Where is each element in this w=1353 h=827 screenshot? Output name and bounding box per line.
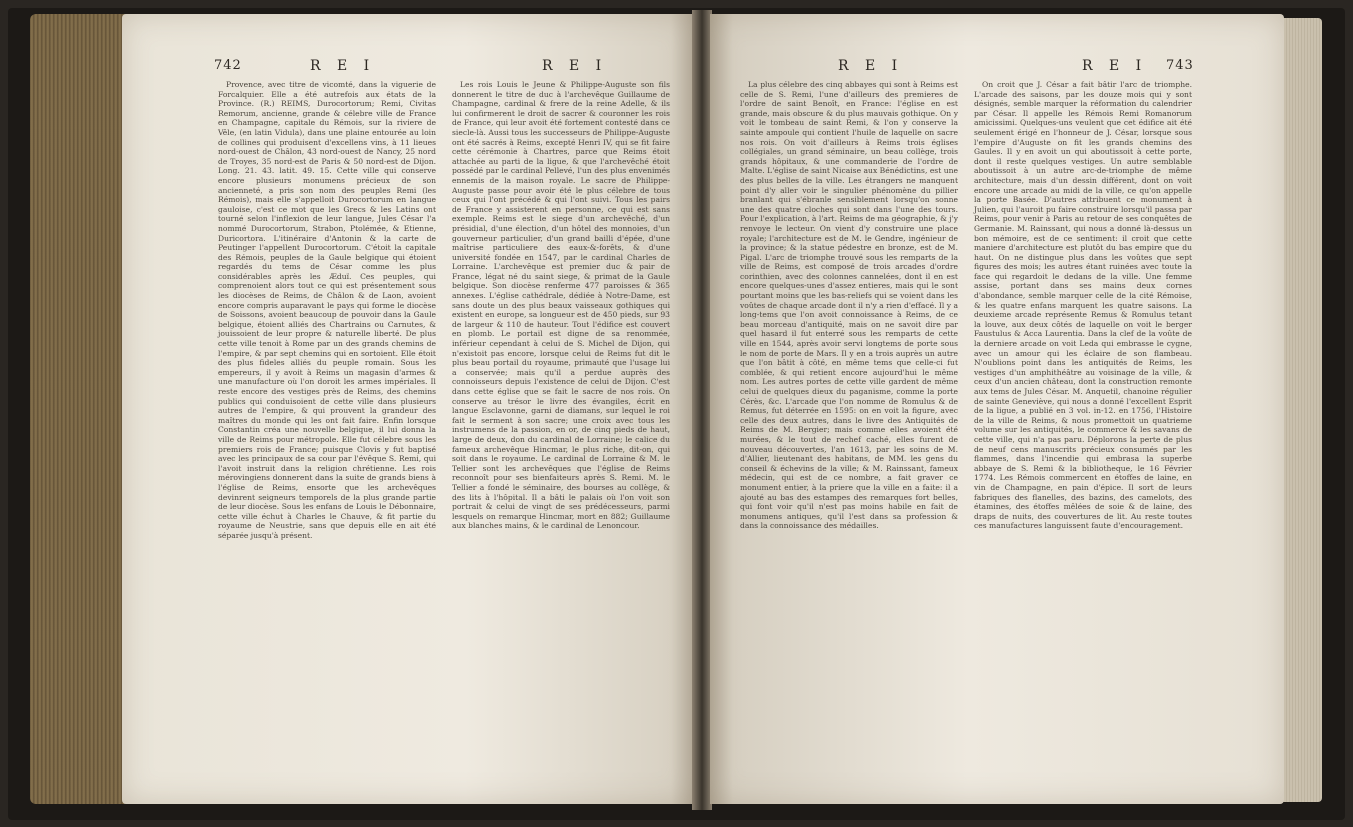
- text-column-2: [452, 80, 670, 780]
- text-column-1: [218, 80, 436, 780]
- column-text: La plus célebre des cinq abbayes qui sont à Reims est celle de S. Remi, l'une d'ailleurs des premieres de l'ordre de saint Benoît, en France: l'église en est grande, mais obscure & du plus mauvais gothique. On y voit le tombeau de saint Remi, & l'on y conserve la sainte ampoule qui contient l'huile de laquelle on sacre nos rois. On voit d'ailleurs à Reims trois églises collégiales, un grand séminaire, un beau collège, trois grands hôpitaux, & une commanderie de l'ordre de Malte. L'église de saint Nicaise aux Bénédictins, est une des plus belles de la ville. Les étrangers ne manquent point d'y aller voir le singulier phénomène du pillier branlant qui s'ébranle sensiblement lorsqu'on sonne une des quatre cloches qui sont dans l'une des tours. Pour l'explication, à l'art. Reims de ma géographie, & j'y renvoye le lecteur. On vient d'y construire une place royale; l'architecture est de M. le Gendre, ingénieur de la province; & la statue pédestre en bronze, est de M. Pigal. L'arc de triomphe trouvé sous les remparts de la ville de Reims, est composé de trois arcades d'ordre corinthien, avec des colonnes cannelées, dont il en est encore quelques-unes d'assez entieres, mais qui le sont pourtant moins que les bas-reliefs qui se voient dans les voûtes de chaque arcade dont il n'y a rien d'effacé. Il y a long-tems que l'on avoit connoissance à Reims, de ce beau morceau d'antiquité, mais on ne savoit dire par quel hasard il fut enterré sous les remparts de cette ville en 1544, après avoir servi longtems de porte sous le nom de porte de Mars. Il y en a trois auprès un autre que l'on bâtit à côté, en même tems que celle-ci fut comblée, & qui retient encore aujourd'hui le même nom. Les autres portes de cette ville gardent de même celui de quelques dieux du paganisme, comme la porte Cérès, &c. L'arcade que l'on nomme de Romulus & de Remus, fut déterrée en 1595: on en voit la figure, avec celle des deux autres, dans le livre des Antiquités de Reims de M. Bergier; mais comme elles avoient été murées, & le tout de rechef caché, elles furent de nouveau découvertes, l'an 1613, par les soins de M. d'Allier, lieutenant des habitans, de MM. les gens du conseil & échevins de la ville; & M. Rainssant, fameux médecin, qui est de ce nombre, a fait graver ce monument entier, à la priere que la ville en a faite: il a ajouté au bas des estampes des remarques fort belles, qui font voir qu'il n'est pas moins habile en fait de monumens antiques, qu'il l'est dans sa profession & dans la connoissance des médailles.: [740, 80, 958, 531]
- page-number: 743: [1166, 58, 1194, 73]
- running-head: R E I: [838, 58, 904, 74]
- running-head: R E I: [1082, 58, 1148, 74]
- page-number: 742: [214, 58, 242, 73]
- column-text: Les rois Louis le Jeune & Philippe-Auguste son fils donnerent le titre de duc à l'archevêque Guillaume de Champagne, cardinal & frere de la reine Adelle, & ils lui confirmerent le droit de sacrer & couronner les rois de France, qui leur avoit été fortement contesté dans ce siecle-là. Aussi tous les successeurs de Philippe-Auguste ont été sacrés à Reims, excepté Henri IV, qui se fit faire cette cérémonie à Chartres, parce que Reims étoit attachée au parti de la ligue, & que l'archevêché étoit possédé par le cardinal Pellevé, l'un des plus envenimés ennemis de la maison royale. Le sacre de Philippe-Auguste passe pour avoir été le plus célebre de tous ceux qui l'ont précédé & qui l'ont suivi. Tous les pairs de France y assisterent en personne, ce qui est sans exemple. Reims est le siege d'un archevêché, d'un présidial, d'une élection, d'un hôtel des monnoies, d'un gouverneur particulier, d'un grand bailli d'épée, d'une maîtrise particuliere des eaux-&-forêts, & d'une université fondée en 1547, par le cardinal Charles de Lorraine. L'archevêque est premier duc & pair de France, légat né du saint siege, & primat de la Gaule belgique. Son diocèse renferme 477 paroisses & 365 annexes. L'église cathédrale, dédiée à Notre-Dame, est sans doute un des plus beaux vaisseaux gothiques qui existent en europe, sa longueur est de 450 pieds, sur 93 de largeur & 110 de hauteur. Tout l'édifice est couvert en plomb. Le portail est digne de sa renommée, inférieur cependant à celui de S. Michel de Dijon, qui n'existoit pas encore, lorsque celui de Reims fut dit le plus beau portail du royaume, primauté que l'usage lui a conservée; mais qu'il a perdue auprès des connoisseurs depuis l'existence de celui de Dijon. C'est dans cette église que se fait le sacre de nos rois. On conserve au trésor le livre des évangiles, écrit en langue Esclavonne, garni de diamans, sur lequel le roi fait le serment à son sacre; une croix avec tous les instrumens de la passion, en or, de cinq pieds de haut, large de deux, don du cardinal de Lorraine; le calice du fameux archevêque Hincmar, le plus riche, dit-on, qui soit dans le royaume. Le cardinal de Lorraine & M. le Tellier sont les archevêques que l'église de Reims reconnoît pour ses bienfaiteurs après S. Remi. M. le Tellier a fondé le séminaire, des bourses au collège, & des lits à l'hôpital. Il a bâti le palais où l'on voit son portrait & celui de vingt de ses prédécesseurs, parmi lesquels on remarque Hincmar, mort en 882; Guillaume aux blanches mains, & le cardinal de Lenoncour.: [452, 80, 670, 531]
- right-page: [710, 14, 1284, 804]
- page-edges-left: [30, 14, 126, 804]
- column-text: Provence, avec titre de vicomté, dans la viguerie de Forcalquier. Elle a été autrefois aux états de la Province. (R.) REIMS, Durocortorum; Remi, Civitas Remorum, ancienne, grande & célebre ville de France en Champagne, capitale du Rémois, sur la riviere de Vêle, (en latin Vidula), dans une plaine entourée au loin de collines qui produisent d'excellens vins, à 11 lieues nord-ouest de Châlon, 43 nord-ouest de Nancy, 25 nord de Troyes, 35 nord-est de Paris & 50 nord-est de Dijon. Long. 21. 43. latit. 49. 15. Cette ville qui conserve encore plusieurs monumens précieux de son ancienneté, a pris son nom des peuples Remi (les Rémois), mais elle s'appelloit Durocortorum en langue gauloise, c'est ce mot que les Grecs & les Latins ont tourné selon l'inflexion de leur langue, Jules César l'a nommé Durocortorum, Strabon, Ptolémée, & Etienne, Duricortora. L'itinéraire d'Antonin & la carte de Peutinger l'appellent Durocortorum. C'étoit la capitale des Rémois, peuples de la Gaule belgique qui étoient regardés du tems de César comme les plus considérables après les Æduï. Ces peuples, qui comprenoient alors tout ce qui est présentement sous les diocèses de Reims, de Châlon & de Laon, avoient encore compris auparavant le pays qui forme le diocèse de Soissons, avoient beaucoup de pouvoir dans la Gaule belgique, étoient alliés des Chartrains ou Carnutes, & jouissoient de leur propre & naturelle liberté. De plus cette ville tenoit à Rome par un des grands chemins de l'empire, & par sept chemins qui en sortoient. Elle étoit des plus fideles alliés du peuple romain. Sous les empereurs, il y avoit à Reims un magasin d'armes & une manufacture où l'on doroit les armes impériales. Il reste encore des vestiges près de Reims, des chemins publics qui conduisoient de cette ville dans plusieurs autres de l'empire, & qui prouvent la grandeur des maîtres du monde qui les ont fait faire. Enfin lorsque Constantin créa une nouvelle belgique, il lui donna la ville de Reims pour métropole. Elle fut célebre sous les premiers rois de France; puisque Clovis y fut baptisé avec les principaux de sa cour par l'évêque S. Remi, qui l'avoit instruit dans la religion chrétienne. Les rois mérovingiens donnerent dans la suite de grands biens à l'église de Reims, ensorte que les archevêques devinrent seigneurs temporels de la plus grande partie de leur diocèse. Sous les enfans de Louis le Débonnaire, cette ville échut à Charles le Chauve, & fit partie du royaume de Neustrie, sans que depuis elle en ait été séparée jusqu'à présent.: [218, 80, 436, 540]
- left-page: [122, 14, 694, 804]
- running-head: R E I: [310, 58, 376, 74]
- text-column-2: [974, 80, 1192, 780]
- book-gutter: [692, 10, 712, 810]
- column-text: On croit que J. César a fait bâtir l'arc de triomphe. L'arcade des saisons, par les douze mois qui y sont désignés, semble marquer la réformation du calendrier par César. Il appelle les Rémois Remi Romanorum amicissimi. Quelques-uns veulent que cet édifice ait été seulement érigé en l'honneur de J. César, lorsque sous l'empire d'Auguste on fit les grands chemins des Gaules. Il y en avoit un qui aboutissoit à cette porte, dont il reste quelques vestiges. Un autre semblable aboutissoit à un autre arc-de-triomphe de même architecture, mais d'un dessin différent, dont on voit encore une arcade au midi de la ville, ce qu'on appelle la porte Basée. D'autres attribuent ce monument à Julien, qui l'auroit pu faire construire lorsqu'il passa par Reims, pour venir à Paris au retour de ses conquêtes de Germanie. M. Rainssant, qui nous a donné là-dessus un bon mémoire, est de ce sentiment: il croit que cette maniere d'architecture est plutôt du bas empire que du haut. On ne distingue plus dans les voûtes que sept figures des mois; les autres étant ruinées avec toute la face qui regardoit le dedans de la ville. Une femme assise, portant dans ses mains deux cornes d'abondance, semble marquer celle de la cité Rémoise, & les quatre enfans marquent les quatre saisons. La deuxieme arcade représente Remus & Romulus tetant la louve, aux deux côtés de laquelle on voit le berger Faustulus & Acca Laurentia. Dans la clef de la voûte de la derniere arcade on voit Leda qui embrasse le cygne, avec un amour qui les éclaire de son flambeau. N'oublions point dans les antiquités de Reims, les vestiges d'un amphithéâtre au voisinage de la ville, & ceux d'un ancien château, dont la construction remonte aux tems de Jules César. M. Anquetil, chanoine régulier de sainte Geneviève, qui nous a donné l'excellent Esprit de la ligue, a publié en 3 vol. in-12. en 1756, l'Histoire de la ville de Reims, & nous promettoit un quatrieme volume sur les antiquités, le commerce & les savans de cette ville, qui n'a pas paru. Déplorons la perte de plus de neuf cens manuscrits précieux consumés par les flammes, dans l'incendie qui embrasa la superbe abbaye de S. Remi & la bibliotheque, le 16 Février 1774. Les Rémois commercent en étoffes de laine, en vin de Champagne, en pain d'épice. Il sort de leurs fabriques des flanelles, des bazins, des camelots, des étamines, des étoffes mêlées de soie & de laine, des draps de nuits, des couvertures de lit. Au reste toutes ces manufactures languissent faute d'encouragement.: [974, 80, 1192, 531]
- text-column-1: [740, 80, 958, 780]
- running-head: R E I: [542, 58, 608, 74]
- page-edges-right: [1282, 18, 1322, 802]
